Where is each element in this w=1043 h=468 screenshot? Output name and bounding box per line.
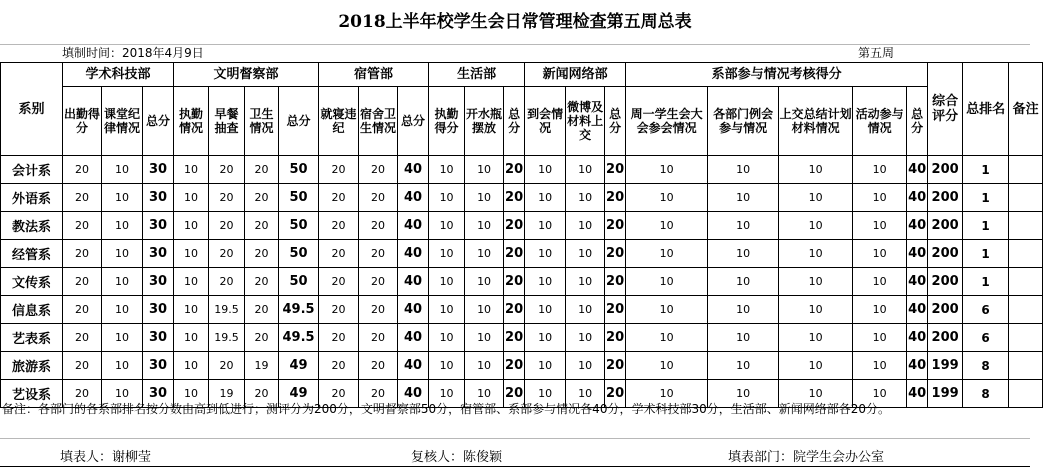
- score-cell: 20: [359, 184, 398, 212]
- score-cell: 10: [174, 352, 209, 380]
- score-cell: 10: [102, 212, 143, 240]
- subtotal-cell: 50: [279, 268, 319, 296]
- dept-cell: 经管系: [1, 240, 63, 268]
- subtotal-cell: 40: [398, 212, 429, 240]
- score-cell: 10: [779, 212, 853, 240]
- score-cell: 10: [853, 212, 907, 240]
- reviewer-signature: 复核人：陈俊颖: [411, 450, 503, 465]
- score-cell: 10: [853, 324, 907, 352]
- score-cell: 20: [359, 380, 398, 408]
- header-sub-5-3: 活动参与情况: [853, 87, 907, 156]
- header-sub-3-1: 开水瓶摆放: [465, 87, 504, 156]
- subtotal-cell: 40: [907, 296, 928, 324]
- overall-score-cell: 200: [928, 212, 963, 240]
- score-cell: 10: [465, 184, 504, 212]
- subtotal-cell: 40: [907, 184, 928, 212]
- subtotal-cell: 50: [279, 156, 319, 184]
- dept-cell: 旅游系: [1, 352, 63, 380]
- subtotal-cell: 20: [504, 212, 525, 240]
- score-cell: 10: [174, 240, 209, 268]
- score-cell: 10: [525, 212, 566, 240]
- score-cell: 10: [566, 380, 605, 408]
- subtotal-cell: 40: [907, 380, 928, 408]
- score-cell: 19: [245, 352, 279, 380]
- score-cell: 10: [525, 240, 566, 268]
- score-cell: 20: [359, 212, 398, 240]
- remark-cell: [1009, 324, 1043, 352]
- score-cell: 10: [102, 352, 143, 380]
- score-cell: 10: [174, 156, 209, 184]
- score-cell: 20: [209, 240, 245, 268]
- subtotal-cell: 20: [504, 184, 525, 212]
- dept-cell: 信息系: [1, 296, 63, 324]
- overall-score-cell: 199: [928, 380, 963, 408]
- header-sub-row: [1, 87, 1043, 156]
- header-group-news: 新闻网络部: [525, 63, 626, 87]
- score-cell: 20: [245, 324, 279, 352]
- score-cell: 20: [63, 268, 102, 296]
- header-sub-1-3: 总分: [279, 87, 319, 156]
- score-cell: 20: [63, 184, 102, 212]
- score-cell: 10: [525, 156, 566, 184]
- subtotal-cell: 20: [504, 156, 525, 184]
- score-cell: 10: [465, 240, 504, 268]
- score-cell: 10: [626, 240, 708, 268]
- score-cell: 10: [429, 212, 465, 240]
- subtotal-cell: 20: [504, 296, 525, 324]
- dept-cell: 文传系: [1, 268, 63, 296]
- remark-cell: [1009, 352, 1043, 380]
- score-cell: 20: [319, 212, 359, 240]
- subtotal-cell: 40: [398, 268, 429, 296]
- score-cell: 20: [63, 156, 102, 184]
- score-cell: 10: [853, 352, 907, 380]
- subtotal-cell: 20: [605, 268, 626, 296]
- score-cell: 20: [63, 240, 102, 268]
- subtotal-cell: 20: [504, 324, 525, 352]
- dept-cell: 会计系: [1, 156, 63, 184]
- score-cell: 20: [245, 268, 279, 296]
- score-cell: 10: [779, 156, 853, 184]
- score-cell: 20: [319, 156, 359, 184]
- rank-cell: 6: [963, 296, 1009, 324]
- score-cell: 10: [525, 184, 566, 212]
- score-cell: 20: [63, 352, 102, 380]
- score-cell: 10: [174, 296, 209, 324]
- subtotal-cell: 50: [279, 184, 319, 212]
- header-sub-0-1: 课堂纪律情况: [102, 87, 143, 156]
- header-score: 综合评分: [928, 63, 963, 156]
- header-sub-2-0: 就寝违纪: [319, 87, 359, 156]
- remark-cell: [1009, 296, 1043, 324]
- score-cell: 10: [626, 156, 708, 184]
- score-cell: 10: [779, 268, 853, 296]
- subtotal-cell: 50: [279, 212, 319, 240]
- subtotal-cell: 49: [279, 380, 319, 408]
- score-cell: 10: [465, 380, 504, 408]
- subtotal-cell: 40: [398, 240, 429, 268]
- signature-divider: [0, 438, 1030, 439]
- rank-cell: 6: [963, 324, 1009, 352]
- subtotal-cell: 20: [605, 240, 626, 268]
- score-cell: 10: [779, 324, 853, 352]
- score-cell: 10: [708, 352, 779, 380]
- score-cell: 20: [63, 296, 102, 324]
- rank-cell: 1: [963, 268, 1009, 296]
- remark-cell: [1009, 212, 1043, 240]
- subtotal-cell: 30: [143, 352, 174, 380]
- score-cell: 10: [174, 184, 209, 212]
- score-cell: 20: [245, 380, 279, 408]
- score-cell: 20: [359, 268, 398, 296]
- score-cell: 20: [63, 324, 102, 352]
- score-cell: 10: [779, 296, 853, 324]
- score-cell: 19.5: [209, 296, 245, 324]
- remark-cell: [1009, 240, 1043, 268]
- rank-cell: 1: [963, 212, 1009, 240]
- header-group-life: 生活部: [429, 63, 525, 87]
- header-sub-2-2: 总分: [398, 87, 429, 156]
- subtotal-cell: 40: [398, 296, 429, 324]
- header-sub-5-2: 上交总结计划材料情况: [779, 87, 853, 156]
- score-cell: 10: [566, 240, 605, 268]
- score-cell: 20: [209, 212, 245, 240]
- subtotal-cell: 20: [605, 352, 626, 380]
- overall-score-cell: 200: [928, 184, 963, 212]
- score-cell: 10: [566, 324, 605, 352]
- score-cell: 10: [429, 324, 465, 352]
- table-row: [1, 212, 1043, 240]
- rank-cell: 8: [963, 352, 1009, 380]
- subtotal-cell: 50: [279, 240, 319, 268]
- score-cell: 10: [429, 184, 465, 212]
- score-cell: 10: [566, 352, 605, 380]
- score-cell: 10: [853, 240, 907, 268]
- score-cell: 10: [853, 296, 907, 324]
- subtotal-cell: 40: [398, 184, 429, 212]
- score-cell: 10: [429, 352, 465, 380]
- header-sub-3-2: 总分: [504, 87, 525, 156]
- dept-cell: 教法系: [1, 212, 63, 240]
- table-note: 备注：各部门的各系部排名按分数由高到低进行；测评分为200分，文明督察部50分，宿管部、系部参与情况各40分，学术科技部30分，生活部、新闻网络部各20分。: [2, 402, 890, 416]
- score-cell: 20: [209, 184, 245, 212]
- score-cell: 20: [245, 240, 279, 268]
- score-cell: 10: [626, 352, 708, 380]
- header-sub-3-0: 执勤得分: [429, 87, 465, 156]
- rank-cell: 1: [963, 240, 1009, 268]
- score-cell: 10: [779, 352, 853, 380]
- score-cell: 10: [708, 268, 779, 296]
- subtotal-cell: 30: [143, 156, 174, 184]
- score-cell: 10: [566, 296, 605, 324]
- header-sub-1-0: 执勤情况: [174, 87, 209, 156]
- score-cell: 10: [525, 352, 566, 380]
- header-sub-4-1: 微博及材料上交: [566, 87, 605, 156]
- score-cell: 20: [359, 240, 398, 268]
- score-cell: 10: [525, 268, 566, 296]
- subtotal-cell: 20: [605, 156, 626, 184]
- header-sub-2-1: 宿舍卫生情况: [359, 87, 398, 156]
- score-cell: 20: [209, 268, 245, 296]
- score-cell: 10: [779, 184, 853, 212]
- subtotal-cell: 49: [279, 352, 319, 380]
- score-cell: 10: [465, 212, 504, 240]
- header-group-academic: 学术科技部: [63, 63, 174, 87]
- table-row: [1, 184, 1043, 212]
- score-cell: 10: [465, 324, 504, 352]
- bottom-border: [0, 466, 1030, 467]
- subtotal-cell: 20: [504, 240, 525, 268]
- overall-score-cell: 200: [928, 296, 963, 324]
- header-sub-0-2: 总分: [143, 87, 174, 156]
- header-sub-0-0: 出勤得分: [63, 87, 102, 156]
- score-cell: 10: [626, 268, 708, 296]
- score-cell: 10: [853, 268, 907, 296]
- score-cell: 10: [174, 268, 209, 296]
- subtotal-cell: 20: [605, 380, 626, 408]
- subtotal-cell: 40: [907, 352, 928, 380]
- header-rank: 总排名: [963, 63, 1009, 156]
- score-cell: 10: [626, 380, 708, 408]
- score-cell: 10: [465, 268, 504, 296]
- score-cell: 10: [525, 296, 566, 324]
- score-cell: 10: [102, 268, 143, 296]
- score-cell: 10: [566, 184, 605, 212]
- filler-signature: 填表人：谢柳莹: [60, 450, 152, 465]
- header-remark: 备注: [1009, 63, 1043, 156]
- score-cell: 10: [779, 240, 853, 268]
- score-cell: 10: [429, 380, 465, 408]
- dept-cell: 外语系: [1, 184, 63, 212]
- score-cell: 10: [626, 296, 708, 324]
- table-row: [1, 324, 1043, 352]
- subtotal-cell: 30: [143, 184, 174, 212]
- header-sub-5-1: 各部门例会参与情况: [708, 87, 779, 156]
- score-cell: 20: [359, 352, 398, 380]
- dept-cell: 艺表系: [1, 324, 63, 352]
- header-sub-5-0: 周一学生会大会参会情况: [626, 87, 708, 156]
- table-row: [1, 156, 1043, 184]
- header-group-participation: 系部参与情况考核得分: [626, 63, 928, 87]
- header-group-civility: 文明督察部: [174, 63, 319, 87]
- score-cell: 10: [429, 268, 465, 296]
- rank-cell: 8: [963, 380, 1009, 408]
- score-cell: 10: [853, 156, 907, 184]
- subtotal-cell: 40: [907, 212, 928, 240]
- table-row: [1, 240, 1043, 268]
- score-cell: 10: [708, 296, 779, 324]
- score-cell: 20: [319, 268, 359, 296]
- score-cell: 10: [102, 380, 143, 408]
- score-cell: 20: [359, 296, 398, 324]
- score-cell: 10: [102, 184, 143, 212]
- table-row: [1, 352, 1043, 380]
- score-cell: 10: [566, 268, 605, 296]
- rank-cell: 1: [963, 184, 1009, 212]
- dept-signature: 填表部门：院学生会办公室: [728, 450, 885, 465]
- score-cell: 20: [319, 352, 359, 380]
- header-sub-5-4: 总分: [907, 87, 928, 156]
- score-cell: 10: [626, 212, 708, 240]
- week-label: 第五周: [858, 46, 895, 60]
- overall-score-cell: 200: [928, 156, 963, 184]
- score-cell: 10: [626, 324, 708, 352]
- subtotal-cell: 30: [143, 380, 174, 408]
- score-cell: 10: [465, 156, 504, 184]
- score-cell: 10: [853, 380, 907, 408]
- header-group-dorm: 宿管部: [319, 63, 429, 87]
- score-cell: 10: [566, 212, 605, 240]
- subtotal-cell: 20: [605, 212, 626, 240]
- fill-date: 填制时间：2018年4月9日: [62, 46, 204, 60]
- subtotal-cell: 40: [907, 156, 928, 184]
- score-cell: 10: [708, 240, 779, 268]
- subtotal-cell: 20: [605, 296, 626, 324]
- header-sub-4-0: 到会情况: [525, 87, 566, 156]
- remark-cell: [1009, 380, 1043, 408]
- score-cell: 20: [245, 212, 279, 240]
- subtotal-cell: 20: [504, 268, 525, 296]
- header-sub-1-1: 早餐抽查: [209, 87, 245, 156]
- score-cell: 20: [245, 156, 279, 184]
- remark-cell: [1009, 268, 1043, 296]
- score-cell: 20: [319, 240, 359, 268]
- header-sub-4-2: 总分: [605, 87, 626, 156]
- overall-score-cell: 200: [928, 324, 963, 352]
- subtotal-cell: 30: [143, 324, 174, 352]
- subtotal-cell: 30: [143, 240, 174, 268]
- subtotal-cell: 40: [907, 240, 928, 268]
- score-cell: 10: [525, 324, 566, 352]
- subtotal-cell: 40: [398, 324, 429, 352]
- subtotal-cell: 40: [398, 380, 429, 408]
- overall-score-cell: 199: [928, 352, 963, 380]
- score-cell: 10: [566, 156, 605, 184]
- score-cell: 20: [63, 212, 102, 240]
- subtotal-cell: 49.5: [279, 324, 319, 352]
- subtotal-cell: 40: [398, 156, 429, 184]
- score-table: [0, 62, 1043, 408]
- header-group-row: [1, 63, 1043, 87]
- header-sub-1-2: 卫生情况: [245, 87, 279, 156]
- subtotal-cell: 49.5: [279, 296, 319, 324]
- subtotal-cell: 30: [143, 212, 174, 240]
- subtotal-cell: 40: [907, 324, 928, 352]
- score-cell: 20: [209, 156, 245, 184]
- rank-cell: 1: [963, 156, 1009, 184]
- score-cell: 10: [708, 184, 779, 212]
- subtotal-cell: 20: [504, 352, 525, 380]
- score-cell: 10: [779, 380, 853, 408]
- score-cell: 10: [708, 212, 779, 240]
- score-cell: 10: [708, 156, 779, 184]
- score-cell: 10: [174, 212, 209, 240]
- overall-score-cell: 200: [928, 240, 963, 268]
- score-cell: 10: [708, 324, 779, 352]
- score-cell: 20: [359, 324, 398, 352]
- score-cell: 10: [102, 240, 143, 268]
- score-cell: 10: [429, 240, 465, 268]
- score-cell: 10: [626, 184, 708, 212]
- score-cell: 20: [245, 296, 279, 324]
- score-cell: 10: [174, 324, 209, 352]
- score-cell: 20: [209, 352, 245, 380]
- table-row: [1, 296, 1043, 324]
- score-cell: 19: [209, 380, 245, 408]
- score-cell: 10: [708, 380, 779, 408]
- score-cell: 10: [853, 184, 907, 212]
- subtotal-cell: 30: [143, 296, 174, 324]
- dept-cell: 艺设系: [1, 380, 63, 408]
- score-cell: 10: [429, 296, 465, 324]
- score-cell: 20: [359, 156, 398, 184]
- subtotal-cell: 20: [504, 380, 525, 408]
- score-cell: 20: [319, 296, 359, 324]
- score-cell: 10: [525, 380, 566, 408]
- score-cell: 20: [319, 184, 359, 212]
- subtotal-cell: 30: [143, 268, 174, 296]
- score-cell: 10: [465, 296, 504, 324]
- overall-score-cell: 200: [928, 268, 963, 296]
- subtotal-cell: 40: [907, 268, 928, 296]
- score-cell: 10: [465, 352, 504, 380]
- score-cell: 20: [245, 184, 279, 212]
- subtotal-cell: 40: [398, 352, 429, 380]
- score-cell: 20: [319, 324, 359, 352]
- remark-cell: [1009, 184, 1043, 212]
- sheet-title: 2018上半年校学生会日常管理检查第五周总表: [0, 0, 1030, 45]
- remark-cell: [1009, 156, 1043, 184]
- score-cell: 10: [102, 324, 143, 352]
- table-row: [1, 268, 1043, 296]
- score-cell: 10: [429, 156, 465, 184]
- score-cell: 20: [63, 380, 102, 408]
- header-dept: 系别: [1, 63, 63, 156]
- score-cell: 10: [174, 380, 209, 408]
- score-cell: 20: [319, 380, 359, 408]
- subtotal-cell: 20: [605, 324, 626, 352]
- score-cell: 10: [102, 156, 143, 184]
- subtotal-cell: 20: [605, 184, 626, 212]
- score-cell: 19.5: [209, 324, 245, 352]
- score-cell: 10: [102, 296, 143, 324]
